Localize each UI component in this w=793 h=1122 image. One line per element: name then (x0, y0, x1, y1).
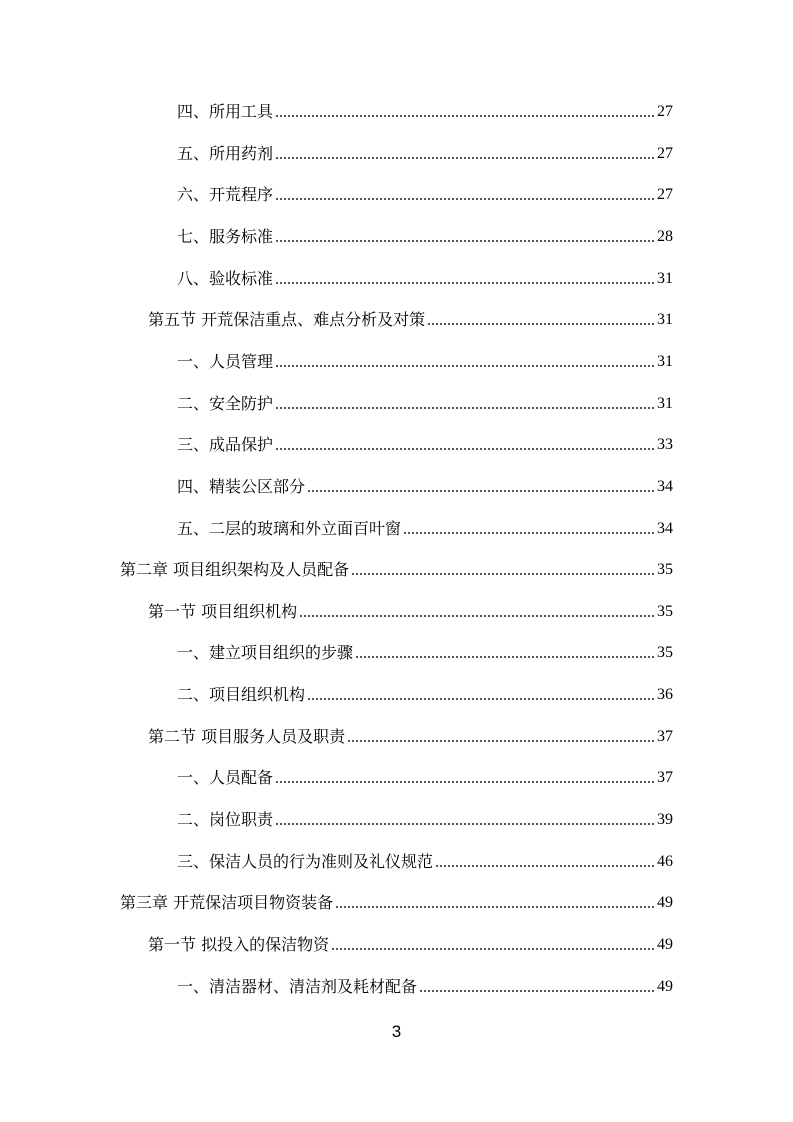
toc-dot-leader (355, 655, 655, 659)
toc-entry-page-number: 31 (657, 394, 673, 412)
toc-entry-title: 一、人员管理 (177, 351, 274, 371)
toc-dot-leader (307, 489, 655, 493)
toc-entry-page-number: 34 (657, 477, 673, 495)
toc-entry[interactable] (148, 721, 673, 747)
toc-dot-leader (335, 905, 655, 909)
toc-entry[interactable] (177, 179, 673, 205)
toc-entry-title: 三、成品保护 (177, 435, 274, 455)
toc-entry[interactable] (177, 346, 673, 372)
toc-entry-page-number: 31 (657, 352, 673, 370)
toc-dot-leader (275, 364, 655, 368)
toc-dot-leader (403, 531, 655, 535)
toc-dot-leader (331, 947, 655, 951)
toc-dot-leader (275, 114, 655, 118)
toc-dot-leader (435, 864, 655, 868)
toc-entry-title: 六、开荒程序 (177, 185, 274, 205)
toc-dot-leader (275, 780, 655, 784)
toc-entry-page-number: 33 (657, 436, 673, 454)
page-number: 3 (391, 1022, 402, 1041)
toc-entry-page-number: 49 (657, 977, 673, 995)
toc-entry-title: 五、所用药剂 (177, 143, 274, 163)
toc-entry[interactable] (148, 929, 673, 955)
toc-entry-page-number: 37 (657, 727, 673, 745)
toc-entry-page-number: 36 (657, 686, 673, 704)
toc-entry-page-number: 28 (657, 227, 673, 245)
toc-dot-leader (275, 281, 655, 285)
toc-entry-title: 二、项目组织机构 (177, 685, 306, 705)
toc-entry[interactable] (120, 554, 673, 580)
toc-entry-page-number: 39 (657, 811, 673, 829)
toc-entry-page-number: 27 (657, 144, 673, 162)
toc-entry-title: 第一节 拟投入的保洁物资 (148, 935, 330, 954)
toc-entry[interactable] (177, 263, 673, 289)
toc-entry-page-number: 49 (657, 894, 673, 912)
toc-dot-leader (427, 322, 655, 326)
toc-entry[interactable] (177, 846, 673, 872)
toc-entry-title: 第五节 开荒保洁重点、难点分析及对策 (148, 310, 426, 330)
toc-dot-leader (275, 197, 655, 201)
toc-entry-title: 一、清洁器材、清洁剂及耗材配备 (177, 976, 418, 996)
toc-dot-leader (275, 239, 655, 243)
toc-entry[interactable] (120, 887, 673, 913)
toc-dot-leader (419, 989, 655, 993)
toc-entry[interactable] (177, 221, 673, 247)
toc-entry-title: 三、保洁人员的行为准则及礼仪规范 (177, 851, 434, 871)
toc-entry-page-number: 37 (657, 769, 673, 787)
toc-entry-title: 第二章 项目组织架构及人员配备 (120, 560, 350, 580)
toc-entry-title: 八、验收标准 (177, 268, 274, 288)
toc-dot-leader (275, 822, 655, 826)
toc-entry-title: 第二节 项目服务人员及职责 (148, 726, 346, 746)
toc-dot-leader (299, 614, 655, 618)
toc-entry-title: 七、服务标准 (177, 226, 274, 246)
toc-entry[interactable] (148, 596, 673, 622)
toc-entry[interactable] (177, 679, 673, 705)
toc-entry-title: 四、所用工具 (177, 102, 274, 121)
toc-dot-leader (275, 447, 655, 451)
toc-entry-title: 一、人员配备 (177, 768, 274, 788)
toc-entry-page-number: 27 (657, 186, 673, 204)
toc-entry-title: 五、二层的玻璃和外立面百叶窗 (177, 518, 402, 538)
toc-entry[interactable] (177, 804, 673, 830)
toc-entry-title: 四、精装公区部分 (177, 476, 306, 496)
toc-entry[interactable] (148, 304, 673, 330)
toc-entry-page-number: 35 (657, 644, 673, 662)
toc-entry-title: 第一节 项目组织机构 (148, 601, 298, 621)
toc-dot-leader (307, 697, 655, 701)
toc-entry-page-number: 31 (657, 311, 673, 329)
toc-entry[interactable] (177, 388, 673, 414)
toc-dot-leader (347, 739, 655, 743)
toc-entry-title: 第三章 开荒保洁项目物资装备 (120, 893, 334, 913)
toc-entry[interactable] (177, 429, 673, 455)
toc-dot-leader (351, 572, 655, 576)
toc-entry-page-number: 35 (657, 602, 673, 620)
toc-entry-page-number: 31 (657, 269, 673, 287)
toc-dot-leader (275, 406, 655, 410)
toc-entry-page-number: 49 (657, 936, 673, 953)
toc-entry-page-number: 35 (657, 561, 673, 579)
toc-entry-title: 二、岗位职责 (177, 810, 274, 830)
toc-entry[interactable] (177, 513, 673, 539)
toc-entry[interactable] (177, 96, 673, 122)
toc-entry[interactable] (177, 637, 673, 663)
toc-entry-page-number: 46 (657, 852, 673, 870)
toc-entry[interactable] (177, 762, 673, 788)
toc-entry-page-number: 27 (657, 103, 673, 120)
toc-entry-title: 一、建立项目组织的步骤 (177, 643, 354, 663)
toc-entry-page-number: 34 (657, 519, 673, 537)
toc-entry[interactable] (177, 138, 673, 164)
toc-entry[interactable] (177, 971, 673, 997)
toc-entry[interactable] (177, 471, 673, 497)
toc-dot-leader (275, 156, 655, 160)
toc-entry-title: 二、安全防护 (177, 393, 274, 413)
